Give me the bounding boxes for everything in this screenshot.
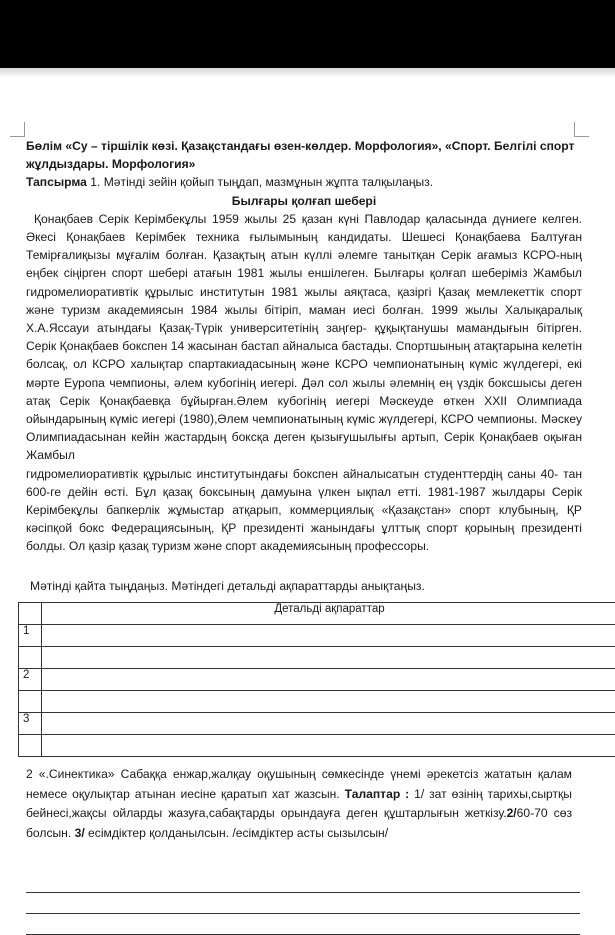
table-cell bbox=[42, 691, 615, 713]
table-cell bbox=[42, 735, 615, 757]
task1-label: Тапсырма bbox=[26, 175, 87, 189]
task1 bbox=[26, 173, 582, 191]
instruction-text: Мәтінді қайта тыңдаңыз. Мәтіндегі детальді ақпараттарды анықтаңыз. bbox=[30, 579, 425, 593]
text-title: Былғары қолғап шебері bbox=[26, 192, 582, 210]
req-number-3: 3/ bbox=[75, 826, 85, 840]
task2-text-1: 2 «.Синектика» Сабаққа енжар,жалқау оқушының сөмкесінде үнемі әрекетсіз жататын қалам немесе оқулықтар атынан иесіне қаратып хат жазсын. bbox=[26, 767, 572, 801]
table-row bbox=[19, 691, 615, 713]
task2-text-3: 60-70 сөз болсын. bbox=[26, 806, 572, 840]
table-cell bbox=[42, 647, 615, 669]
toolbar-shadow bbox=[0, 68, 615, 78]
table-cell bbox=[42, 669, 615, 691]
document-page bbox=[26, 137, 582, 556]
body-paragraph: Қонақбаев Серік Керімбекұлы 1959 жылы 25 қазан күні Павлодар қаласында дүниеге келген. Әкесі Қонақбаев Керімбек техника ғылымының кандидаты. Шешесі Қонақбаева Балтуған Темірғалиқызы мұғалім болған. Қазақтың атын күллі әлемге танытқан Серік ағамыз КСРО-ның еңбек сіңірген спорт шебері атағын 1981 жылы еншілеген. Былғары қолғап шеберіміз Жамбыл гидромелиоративтік құрылыс институтын 1981 жылы аяқтаса, қазіргі Қазақ мемлекеттік спорт және туризм академиясын 1984 жылы бітіріп, маман иесі болған. 1999 жылы Халықаралық Х.А.Яссауи атындағы Қазақ-Түрік университетінің заңгер- құқықтанушы мамандығын бітірген. Серік Қонақбаев бокспен 14 жасынан бастап айналыса бастады. Спортшының атақтарына келетін болсақ, ол КСРО халықтар спартакиадасының және КСРО чемпионатының күміс жүлдегері, екі мәрте Еуропа чемпионы, әлем кубогінің иегері. Дәл сол жылы әлемнің ең үздік боксшысы деген атақ Серік Қонақбаевқа бұйырған.Әлем кубогінің иегері Мәскеуде өткен XXII Олимпиада ойындарының күміс иегері (1980),Әлем чемпионатының күміс жүлдегері, КСРО чемпионы. Мәскеу Олимпиадасынан кейін жастардың боксқа деген қызығушылығы артып, Серік Қонақбаев оқыған Жамбыл bbox=[26, 210, 582, 465]
row-number: 2 bbox=[19, 669, 42, 691]
answer-line bbox=[26, 893, 580, 914]
task2 bbox=[26, 765, 572, 843]
margin-corner-right bbox=[574, 122, 589, 137]
table-header: Детальді ақпараттар bbox=[42, 603, 615, 625]
task2-text-2: 1/ зат өзінің тарихы,сыртқы бейнесі,жақсы ойларды жазуға,сабақтарды орындауға деген құштарлығын жеткізу. bbox=[26, 787, 572, 821]
table-row bbox=[19, 647, 615, 669]
margin-corner-left bbox=[10, 122, 25, 137]
details-table bbox=[18, 602, 615, 757]
req-number-2: 2/ bbox=[507, 806, 517, 820]
table-header-row bbox=[19, 603, 615, 625]
top-dark-bar bbox=[0, 0, 615, 68]
row-number: 3 bbox=[19, 713, 42, 735]
task2-text-4: есімдіктер қолданылсын. /есімдіктер асты сызылсын/ bbox=[85, 826, 388, 840]
table-cell bbox=[19, 603, 42, 625]
task1-text: 1. Мәтінді зейін қойып тыңдап, мазмұнын жұпта талқылаңыз. bbox=[87, 175, 433, 189]
table-cell bbox=[42, 625, 615, 647]
row-number bbox=[19, 647, 42, 669]
table-row bbox=[19, 735, 615, 757]
answer-line bbox=[26, 872, 580, 893]
table-row bbox=[19, 669, 615, 691]
body-paragraph-continued: гидромелиоративтік құрылыс институтындағы бокспен айналысатын студенттердің саны 40- тан 600-ге дейін өсті. Бұл қазақ боксының дамуына үлкен ықпал етті. 1981-1987 жылдары Серік Керімбекұлы бапкерлік жұмыстар атқарып, коммерциялық «Қазақстан» спорт клубының, ҚР кәсіпқой бокс Федерациясының, ҚР президенті жанындағы ұлттық спорт қорының президенті болды. Ол қазір қазақ туризм және спорт академиясының профессоры. bbox=[26, 465, 582, 556]
requirements-label: Талаптар : bbox=[345, 787, 414, 801]
row-number bbox=[19, 735, 42, 757]
table-row bbox=[19, 713, 615, 735]
row-number: 1 bbox=[19, 625, 42, 647]
table-cell bbox=[42, 713, 615, 735]
table-row bbox=[19, 625, 615, 647]
row-number bbox=[19, 691, 42, 713]
answer-lines bbox=[26, 872, 580, 935]
section-heading: Бөлім «Су – тіршілік көзі. Қазақстандағы өзен-көлдер. Морфология», «Спорт. Белгілі спорт жұлдыздары. Морфология» bbox=[26, 137, 582, 173]
answer-line bbox=[26, 914, 580, 935]
